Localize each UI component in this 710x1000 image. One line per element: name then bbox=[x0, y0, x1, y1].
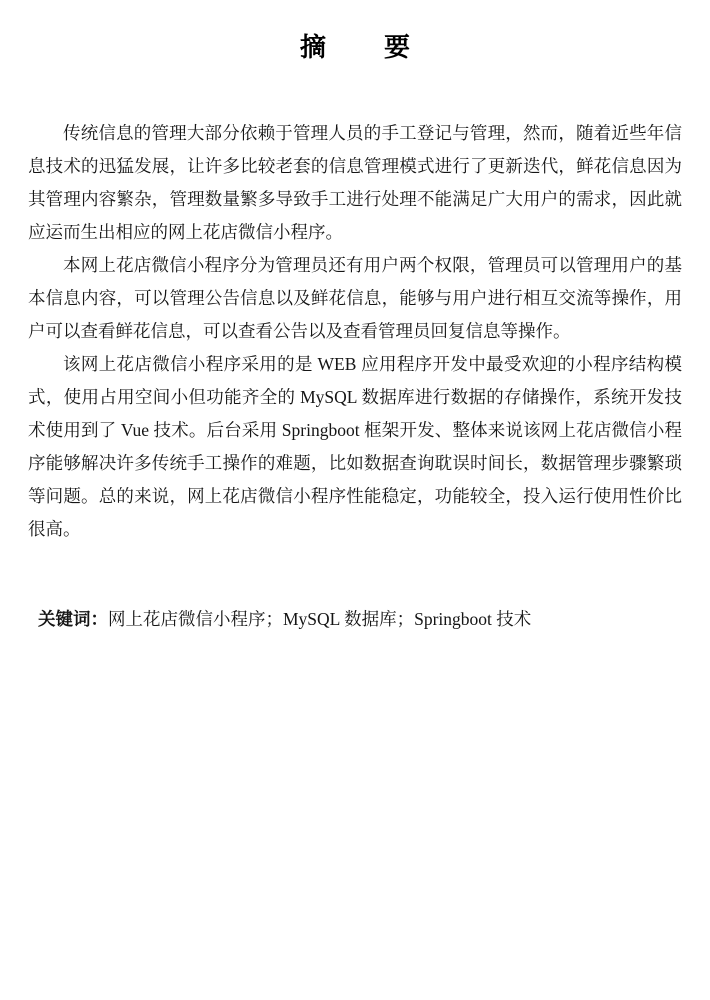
page-title-char-2: 要 bbox=[384, 32, 411, 62]
page-title-char-1: 摘 bbox=[299, 32, 326, 62]
keywords-label: 关键词： bbox=[38, 609, 108, 629]
text-line: 式，使用占用空间小但功能齐全的 MySQL 数据库进行数据的存储操作，系统开发技 bbox=[28, 387, 682, 407]
text-line: 传统信息的管理大部分依赖于管理人员的手工登记与管理，然而，随着近些年信 bbox=[63, 123, 682, 143]
text-line: 户可以查看鲜花信息，可以查看公告以及查看管理员回复信息等操作。 bbox=[28, 321, 571, 341]
text-line: 本网上花店微信小程序分为管理员还有用户两个权限，管理员可以管理用户的基 bbox=[63, 255, 682, 275]
text-line: 息技术的迅猛发展，让许多比较老套的信息管理模式进行了更新迭代，鲜花信息因为 bbox=[28, 156, 682, 176]
text-line: 其管理内容繁杂，管理数量繁多导致手工进行处理不能满足广大用户的需求，因此就 bbox=[28, 189, 682, 209]
text-line: 很高。 bbox=[28, 519, 81, 539]
text-line: 术使用到了 Vue 技术。后台采用 Springboot 框架开发、整体来说该网上花店微信小程 bbox=[28, 420, 682, 440]
abstract-body bbox=[28, 117, 682, 546]
text-line: 本信息内容，可以管理公告信息以及鲜花信息，能够与用户进行相互交流等操作，用 bbox=[28, 288, 682, 308]
text-line: 等问题。总的来说，网上花店微信小程序性能稳定，功能较全，投入运行使用性价比 bbox=[28, 486, 682, 506]
paragraph-1 bbox=[28, 117, 682, 249]
text-line: 该网上花店微信小程序采用的是 WEB 应用程序开发中最受欢迎的小程序结构模 bbox=[63, 354, 682, 374]
paragraph-3 bbox=[28, 348, 682, 546]
text-line: 应运而生出相应的网上花店微信小程序。 bbox=[28, 222, 343, 242]
page-title bbox=[0, 30, 710, 64]
paragraph-2 bbox=[28, 249, 682, 348]
document-page bbox=[0, 30, 710, 1000]
keywords-line bbox=[28, 603, 682, 636]
text-line: 序能够解决许多传统手工操作的难题，比如数据查询耽误时间长，数据管理步骤繁琐 bbox=[28, 453, 682, 473]
keywords-value: 网上花店微信小程序；MySQL 数据库；Springboot 技术 bbox=[108, 609, 532, 629]
